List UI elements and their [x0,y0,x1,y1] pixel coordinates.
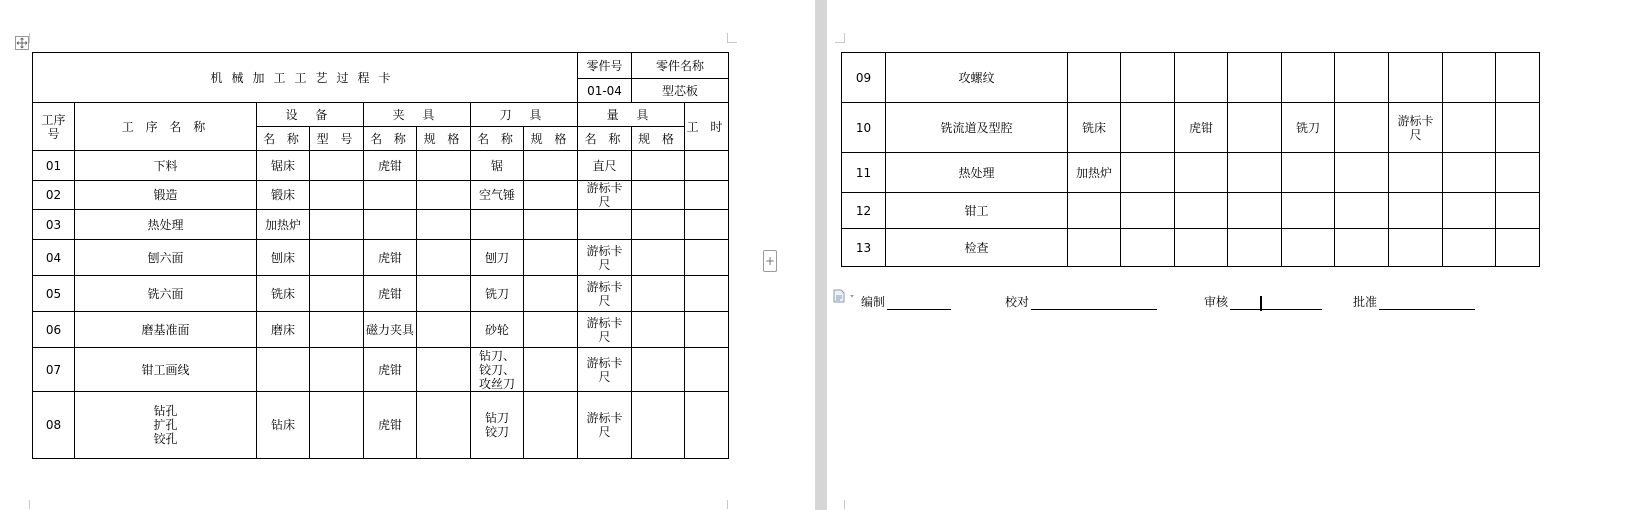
add-row-button[interactable]: + [763,250,777,272]
cell-fixture-name[interactable] [364,210,417,240]
cell-work-hours[interactable] [685,151,729,181]
cell-tool-spec[interactable] [524,392,578,459]
margin-mark-top-left [835,33,845,43]
table-row [33,151,729,181]
cell-gauge-name[interactable] [578,210,632,240]
cell-gauge-spec[interactable] [632,312,685,348]
card-title: 机械加工工艺过程卡 [33,53,578,103]
cell-fixture-name[interactable] [1175,153,1228,193]
subheader-equipment-name: 名 称 [257,127,310,151]
cell-process-name[interactable]: 磨基准面 [75,312,257,348]
cell-gauge-name[interactable]: 直尺 [578,151,632,181]
header-work-hours: 工 时 [685,103,729,151]
cell-process-number[interactable]: 06 [33,312,75,348]
cell-tool-name[interactable]: 空气锤 [471,181,524,210]
cell-equipment-model[interactable] [1121,103,1175,153]
cell-process-name[interactable]: 钳工画线 [75,348,257,392]
signature-approver [1353,294,1475,310]
part-name-label: 零件名称 [632,53,729,79]
cell-tool-name[interactable]: 锯 [471,151,524,181]
cell-fixture-spec[interactable] [417,151,471,181]
margin-mark-bottom-left [835,500,845,509]
cell-process-number[interactable]: 11 [842,153,886,193]
cell-gauge-spec[interactable] [1443,153,1496,193]
cell-tool-spec[interactable] [1335,103,1389,153]
cell-equipment-name[interactable]: 加热炉 [257,210,310,240]
cell-equipment-name[interactable]: 磨床 [257,312,310,348]
cell-tool-name[interactable] [1282,229,1335,267]
signature-reviewer-label: 审核 [1204,295,1229,309]
cell-gauge-spec[interactable] [1443,193,1496,229]
cell-gauge-name[interactable] [1389,53,1443,103]
cell-work-hours[interactable] [685,348,729,392]
cell-process-number[interactable]: 09 [842,53,886,103]
cell-process-number[interactable]: 05 [33,276,75,312]
table-row [842,193,1540,229]
signature-approver-label: 批准 [1353,295,1378,309]
cell-equipment-name[interactable] [1068,53,1121,103]
subheader-fixture-spec: 规 格 [417,127,471,151]
subheader-tool-spec: 规 格 [524,127,578,151]
cell-tool-name[interactable]: 刨刀 [471,240,524,276]
process-card-table-continued [841,52,1540,267]
cell-tool-name[interactable] [471,210,524,240]
signature-reviewer [1204,294,1322,310]
cell-tool-name[interactable] [1282,193,1335,229]
header-cutting-tool: 刀 具 [471,103,578,127]
cell-fixture-spec[interactable] [417,276,471,312]
cell-work-hours[interactable] [685,276,729,312]
cell-gauge-spec[interactable] [632,276,685,312]
cell-fixture-name[interactable] [1175,193,1228,229]
cell-equipment-model[interactable] [1121,193,1175,229]
cell-process-number[interactable]: 10 [842,103,886,153]
cell-equipment-name[interactable]: 刨床 [257,240,310,276]
cell-gauge-name[interactable]: 游标卡尺 [578,181,632,210]
cell-tool-name[interactable] [1282,53,1335,103]
cell-equipment-model[interactable] [1121,229,1175,267]
cell-tool-name[interactable]: 砂轮 [471,312,524,348]
cell-process-number[interactable]: 02 [33,181,75,210]
cell-process-number[interactable]: 03 [33,210,75,240]
cell-gauge-spec[interactable] [632,210,685,240]
cell-process-name[interactable]: 热处理 [886,153,1068,193]
cell-fixture-name[interactable] [1175,229,1228,267]
cell-equipment-name[interactable]: 铣床 [257,276,310,312]
cell-process-number[interactable]: 04 [33,240,75,276]
cell-fixture-name[interactable]: 虎钳 [364,276,417,312]
cell-fixture-name[interactable]: 虎钳 [364,348,417,392]
cell-process-number[interactable]: 08 [33,392,75,459]
cell-gauge-name[interactable]: 游标卡尺 [578,240,632,276]
subheader-gauge-name: 名 称 [578,127,632,151]
cell-process-number[interactable]: 01 [33,151,75,181]
cell-fixture-spec[interactable] [417,240,471,276]
cell-equipment-model[interactable] [1121,53,1175,103]
cell-process-number[interactable]: 12 [842,193,886,229]
cell-work-hours[interactable] [1496,153,1540,193]
margin-mark-bottom-left [20,500,30,509]
cell-fixture-spec[interactable] [417,312,471,348]
cell-work-hours[interactable] [685,210,729,240]
cell-equipment-name[interactable]: 加热炉 [1068,153,1121,193]
part-number-value[interactable]: 01-04 [578,79,632,103]
paste-options-icon [833,289,859,303]
cell-process-name[interactable]: 下料 [75,151,257,181]
document-page-1 [0,0,815,510]
cell-equipment-model[interactable] [310,181,364,210]
paste-options-button[interactable] [833,289,859,306]
cell-gauge-name[interactable] [1389,153,1443,193]
table-row [33,210,729,240]
signature-editor-line[interactable] [887,296,951,310]
table-row [33,240,729,276]
table-row [33,312,729,348]
cell-process-name[interactable]: 锻造 [75,181,257,210]
cell-gauge-spec[interactable] [632,240,685,276]
cell-equipment-name[interactable]: 铣床 [1068,103,1121,153]
cell-gauge-name[interactable]: 游标卡尺 [578,348,632,392]
cell-gauge-spec[interactable] [1443,229,1496,267]
cell-fixture-spec[interactable] [1228,103,1282,153]
cell-equipment-model[interactable] [310,276,364,312]
cell-fixture-name[interactable]: 虎钳 [364,240,417,276]
cell-process-name[interactable]: 热处理 [75,210,257,240]
header-fixture: 夹 具 [364,103,471,127]
cell-equipment-name[interactable]: 钻床 [257,392,310,459]
signature-checker [1005,294,1157,310]
cell-tool-name[interactable] [1282,153,1335,193]
cell-tool-name[interactable]: 钻刀、铰刀、攻丝刀 [471,348,524,392]
table-row [33,276,729,312]
cell-gauge-name[interactable]: 游标卡尺 [1389,103,1443,153]
cell-equipment-model[interactable] [310,210,364,240]
cell-fixture-spec[interactable] [1228,229,1282,267]
cell-work-hours[interactable] [1496,229,1540,267]
cell-process-name[interactable]: 检查 [886,229,1068,267]
table-row [842,103,1540,153]
cell-equipment-name[interactable] [1068,193,1121,229]
subheader-gauge-spec: 规 格 [632,127,685,151]
cell-equipment-name[interactable] [257,348,310,392]
cell-work-hours[interactable] [685,312,729,348]
cell-equipment-model[interactable] [310,348,364,392]
signature-checker-label: 校对 [1005,295,1030,309]
header-process-name: 工 序 名 称 [75,103,257,151]
cell-tool-name[interactable]: 铣刀 [471,276,524,312]
signature-reviewer-line[interactable] [1230,296,1322,310]
cell-tool-name[interactable]: 钻刀 铰刀 [471,392,524,459]
table-row [842,153,1540,193]
cell-fixture-spec[interactable] [417,392,471,459]
cell-process-name[interactable]: 铣六面 [75,276,257,312]
cell-tool-name[interactable]: 铣刀 [1282,103,1335,153]
cell-tool-spec[interactable] [1335,229,1389,267]
part-name-value[interactable]: 型芯板 [632,79,729,103]
table-row [33,392,729,459]
table-row [842,53,1540,103]
cell-gauge-spec[interactable] [1443,103,1496,153]
subheader-tool-name: 名 称 [471,127,524,151]
cell-fixture-spec[interactable] [1228,153,1282,193]
text-cursor [1260,296,1262,311]
document-page-2 [827,0,1643,510]
header-equipment: 设 备 [257,103,364,127]
cell-gauge-spec[interactable] [1443,53,1496,103]
cell-gauge-name[interactable]: 游标卡尺 [578,392,632,459]
cell-work-hours[interactable] [685,181,729,210]
table-row [33,181,729,210]
signature-approver-line[interactable] [1379,296,1475,310]
cell-process-number[interactable]: 07 [33,348,75,392]
cell-equipment-model[interactable] [310,240,364,276]
table-row [33,348,729,392]
subheader-fixture-name: 名 称 [364,127,417,151]
cell-gauge-name[interactable]: 游标卡尺 [578,276,632,312]
cell-fixture-spec[interactable] [1228,53,1282,103]
cell-tool-spec[interactable] [524,348,578,392]
cell-tool-spec[interactable] [524,151,578,181]
cell-work-hours[interactable] [685,392,729,459]
cell-work-hours[interactable] [685,240,729,276]
part-number-label: 零件号 [578,53,632,79]
cell-equipment-name[interactable]: 锯床 [257,151,310,181]
cell-fixture-name[interactable]: 虎钳 [1175,103,1228,153]
cell-equipment-name[interactable]: 锻床 [257,181,310,210]
cell-process-name[interactable]: 钳工 [886,193,1068,229]
cell-process-name[interactable]: 钻孔 扩孔 铰孔 [75,392,257,459]
cell-fixture-name[interactable]: 虎钳 [364,392,417,459]
cell-equipment-name[interactable] [1068,229,1121,267]
cell-tool-spec[interactable] [1335,193,1389,229]
cell-fixture-spec[interactable] [417,348,471,392]
margin-mark-bottom-right [727,500,737,509]
cell-work-hours[interactable] [1496,53,1540,103]
cell-process-name[interactable]: 刨六面 [75,240,257,276]
cell-process-name[interactable]: 攻螺纹 [886,53,1068,103]
cell-work-hours[interactable] [1496,103,1540,153]
cell-gauge-spec[interactable] [632,181,685,210]
cell-equipment-model[interactable] [310,312,364,348]
cell-gauge-name[interactable] [1389,193,1443,229]
cell-gauge-spec[interactable] [632,151,685,181]
cell-equipment-model[interactable] [310,151,364,181]
cell-tool-spec[interactable] [524,181,578,210]
cell-tool-spec[interactable] [524,240,578,276]
cell-tool-spec[interactable] [524,276,578,312]
cell-tool-spec[interactable] [1335,53,1389,103]
page-gap [815,0,827,510]
cell-work-hours[interactable] [1496,193,1540,229]
table-row [842,229,1540,267]
signature-checker-line[interactable] [1031,296,1157,310]
signature-editor-label: 编制 [861,295,886,309]
cell-fixture-name[interactable]: 磁力夹具 [364,312,417,348]
cell-fixture-spec[interactable] [417,210,471,240]
cell-tool-spec[interactable] [1335,153,1389,193]
cell-fixture-name[interactable] [1175,53,1228,103]
cell-fixture-name[interactable] [364,181,417,210]
cell-fixture-name[interactable]: 虎钳 [364,151,417,181]
cell-fixture-spec[interactable] [1228,193,1282,229]
cell-process-number[interactable]: 13 [842,229,886,267]
margin-mark-top-right [727,33,737,43]
cell-gauge-spec[interactable] [632,392,685,459]
cell-equipment-model[interactable] [310,392,364,459]
subheader-equipment-model: 型 号 [310,127,364,151]
cell-process-name[interactable]: 铣流道及型腔 [886,103,1068,153]
cell-tool-spec[interactable] [524,312,578,348]
cell-gauge-name[interactable] [1389,229,1443,267]
table-move-handle[interactable] [15,36,29,50]
cell-gauge-spec[interactable] [632,348,685,392]
cell-tool-spec[interactable] [524,210,578,240]
process-card-table [32,52,729,459]
cell-gauge-name[interactable]: 游标卡尺 [578,312,632,348]
header-gauge: 量 具 [578,103,685,127]
move-icon [16,37,28,49]
header-process-number: 工序号 [33,103,75,151]
cell-fixture-spec[interactable] [417,181,471,210]
cell-equipment-model[interactable] [1121,153,1175,193]
signature-editor [861,294,951,310]
